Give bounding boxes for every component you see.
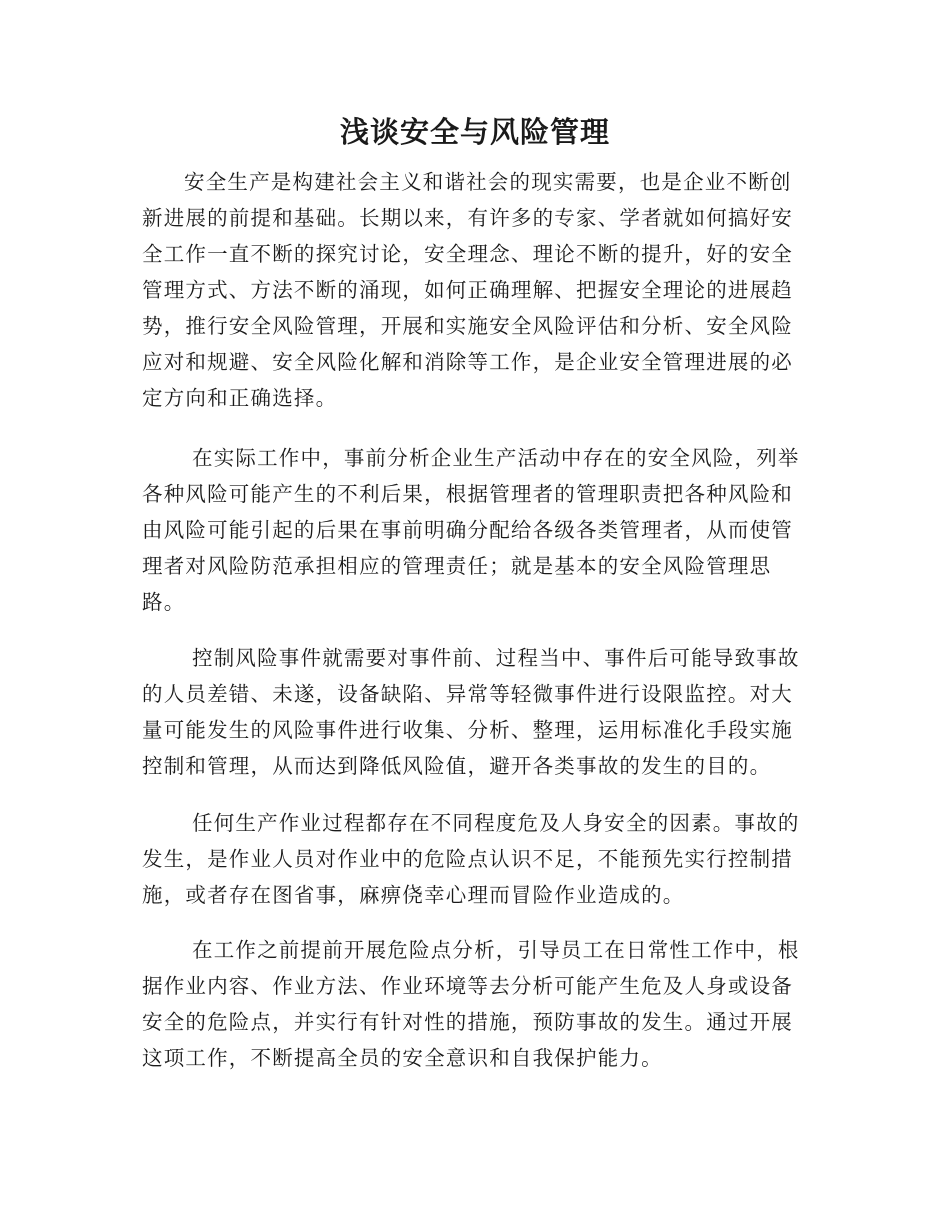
paragraph-line: 控制风险事件就需要对事件前、过程当中、事件后可能导致事故	[192, 646, 800, 670]
paragraph-line: 由风险可能引起的后果在事前明确分配给各级各类管理者，从而使管	[142, 518, 793, 542]
paragraph-line: 施，或者存在图省事，麻痹侥幸心理而冒险作业造成的。	[142, 883, 685, 907]
paragraph-line: 理者对风险防范承担相应的管理责任；就是基本的安全风险管理思	[142, 554, 772, 578]
paragraph-line: 新进展的前提和基础。长期以来，有许多的专家、学者就如何搞好安	[142, 206, 793, 230]
paragraph-line: 安全的危险点，并实行有针对性的措施，预防事故的发生。通过开展	[142, 1010, 793, 1034]
paragraph-4	[142, 805, 806, 913]
paragraph-1	[142, 164, 806, 416]
paragraph-line: 各种风险可能产生的不利后果，根据管理者的管理职责把各种风险和	[142, 482, 793, 506]
document-title: 浅谈安全与风险管理	[339, 115, 610, 149]
paragraph-line: 势，推行安全风险管理，开展和实施安全风险评估和分析、安全风险	[142, 314, 793, 338]
paragraph-5	[142, 932, 806, 1076]
paragraph-line: 控制和管理，从而达到降低风险值，避开各类事故的发生的目的。	[142, 754, 772, 778]
paragraph-line: 安全生产是构建社会主义和谐社会的现实需要，也是企业不断创	[184, 170, 792, 194]
paragraph-line: 在实际工作中，事前分析企业生产活动中存在的安全风险，列举	[192, 446, 800, 470]
paragraph-line: 全工作一直不断的探究讨论，安全理念、理论不断的提升，好的安全	[142, 242, 793, 266]
paragraph-3	[142, 640, 806, 784]
paragraph-line: 定方向和正确选择。	[142, 386, 338, 410]
paragraph-line: 的人员差错、未遂，设备缺陷、异常等轻微事件进行设限监控。对大	[142, 682, 793, 706]
paragraph-2	[142, 440, 806, 620]
paragraph-line: 据作业内容、作业方法、作业环境等去分析可能产生危及人身或设备	[142, 974, 793, 998]
paragraph-line: 管理方式、方法不断的涌现，如何正确理解、把握安全理论的进展趋	[142, 278, 793, 302]
paragraph-line: 发生，是作业人员对作业中的危险点认识不足，不能预先实行控制措	[142, 847, 793, 871]
paragraph-line: 任何生产作业过程都存在不同程度危及人身安全的因素。事故的	[192, 811, 800, 835]
paragraph-line: 路。	[142, 590, 186, 614]
paragraph-line: 在工作之前提前开展危险点分析，引导员工在日常性工作中，根	[192, 938, 800, 962]
paragraph-line: 应对和规避、安全风险化解和消除等工作，是企业安全管理进展的必	[142, 350, 793, 374]
paragraph-line: 这项工作，不断提高全员的安全意识和自我保护能力。	[142, 1046, 663, 1070]
paragraph-line: 量可能发生的风险事件进行收集、分析、整理，运用标准化手段实施	[142, 718, 793, 742]
